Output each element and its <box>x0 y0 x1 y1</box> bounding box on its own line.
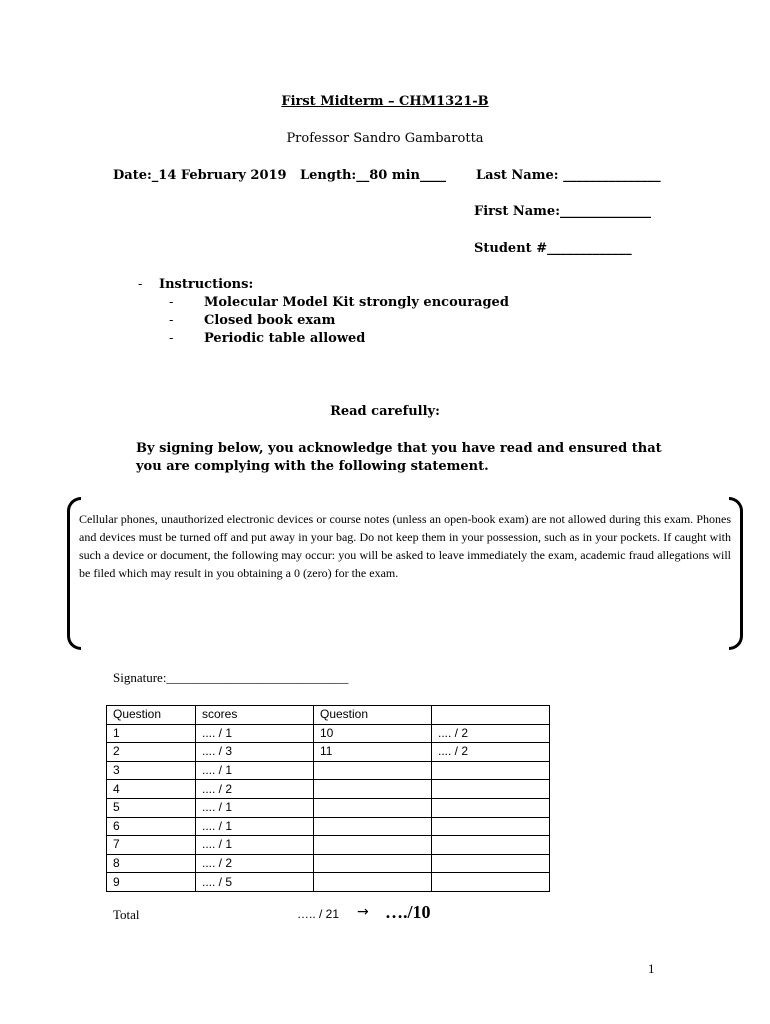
table-row <box>107 836 550 855</box>
table-cell <box>314 761 432 780</box>
total-label: Total <box>113 907 140 922</box>
acknowledge-line-2: you are complying with the following statement. <box>136 459 489 474</box>
table-cell: .... / 1 <box>196 836 314 855</box>
table-cell: 6 <box>107 817 196 836</box>
table-cell: 5 <box>107 798 196 817</box>
device-policy-statement: Cellular phones, unauthorized electronic devices or course notes (unless an open-book exam) are not allowed during this exam. Phones and devices must be turned off and put away in your bag. Do not keep them in your possession, such as in your pockets. If caught with such a device or document, the following may occur: you will be asked to leave immediately the exam, academic fraud allegations will be filed which may result in you obtaining a 0 (zero) for the exam. <box>79 512 731 580</box>
table-cell: .... / 2 <box>196 780 314 799</box>
table-cell: 7 <box>107 836 196 855</box>
table-cell <box>314 873 432 892</box>
instruction-bullet: - <box>169 295 174 310</box>
table-row <box>107 817 550 836</box>
exam-title: First Midterm – CHM1321-B <box>281 94 489 109</box>
table-cell: .... / 3 <box>196 743 314 762</box>
signature-field[interactable]: Signature:____________________________ <box>113 670 349 685</box>
table-cell <box>432 798 550 817</box>
instructions-heading: Instructions: <box>159 277 254 292</box>
instructions-bullet: - <box>138 277 143 292</box>
table-cell: 8 <box>107 854 196 873</box>
table-cell <box>432 761 550 780</box>
table-header-row <box>107 706 550 725</box>
table-cell <box>432 817 550 836</box>
table-cell: .... / 1 <box>196 798 314 817</box>
right-bracket <box>729 497 743 650</box>
table-cell <box>314 854 432 873</box>
table-cell: 1 <box>107 724 196 743</box>
table-row <box>107 780 550 799</box>
table-cell: .... / 2 <box>196 854 314 873</box>
table-cell: .... / 2 <box>432 724 550 743</box>
instruction-bullet: - <box>169 313 174 328</box>
scores-table <box>106 705 550 892</box>
table-cell: 10 <box>314 724 432 743</box>
exam-length: Length:__80 min____ <box>300 168 446 183</box>
read-carefully-heading: Read carefully: <box>330 404 440 419</box>
right-arrow-icon: → <box>357 904 369 920</box>
table-cell: .... / 1 <box>196 817 314 836</box>
table-row <box>107 798 550 817</box>
table-cell <box>314 817 432 836</box>
table-cell <box>314 836 432 855</box>
table-cell: 9 <box>107 873 196 892</box>
table-cell: 4 <box>107 780 196 799</box>
table-cell: 3 <box>107 761 196 780</box>
table-header-cell: Question <box>107 706 196 725</box>
table-header-cell: scores <box>196 706 314 725</box>
table-cell: 11 <box>314 743 432 762</box>
table-cell <box>314 780 432 799</box>
student-number-field[interactable]: Student #_____________ <box>474 241 632 256</box>
instruction-item: Periodic table allowed <box>204 331 366 346</box>
table-cell <box>432 836 550 855</box>
total-final-score: …./10 <box>385 902 431 922</box>
table-header-cell: Question <box>314 706 432 725</box>
table-cell <box>432 854 550 873</box>
table-header-cell <box>432 706 550 725</box>
table-cell <box>432 780 550 799</box>
table-row <box>107 873 550 892</box>
instruction-bullet: - <box>169 331 174 346</box>
professor-name: Professor Sandro Gambarotta <box>286 131 484 146</box>
first-name-field[interactable]: First Name:______________ <box>474 204 651 219</box>
instruction-item: Closed book exam <box>204 313 336 328</box>
total-raw-score: ….. / 21 <box>297 907 340 921</box>
last-name-field[interactable]: Last Name: _______________ <box>476 168 661 183</box>
table-row <box>107 854 550 873</box>
table-cell <box>314 798 432 817</box>
table-cell <box>432 873 550 892</box>
table-cell: .... / 1 <box>196 761 314 780</box>
table-row <box>107 724 550 743</box>
instruction-item: Molecular Model Kit strongly encouraged <box>204 295 509 310</box>
acknowledge-line-1: By signing below, you acknowledge that you have read and ensured that <box>136 441 662 456</box>
table-row <box>107 743 550 762</box>
exam-date: Date:_14 February 2019 <box>113 168 287 183</box>
table-row <box>107 761 550 780</box>
page-number: 1 <box>648 961 655 976</box>
table-cell: 2 <box>107 743 196 762</box>
table-cell: .... / 1 <box>196 724 314 743</box>
table-cell: .... / 5 <box>196 873 314 892</box>
table-cell: .... / 2 <box>432 743 550 762</box>
